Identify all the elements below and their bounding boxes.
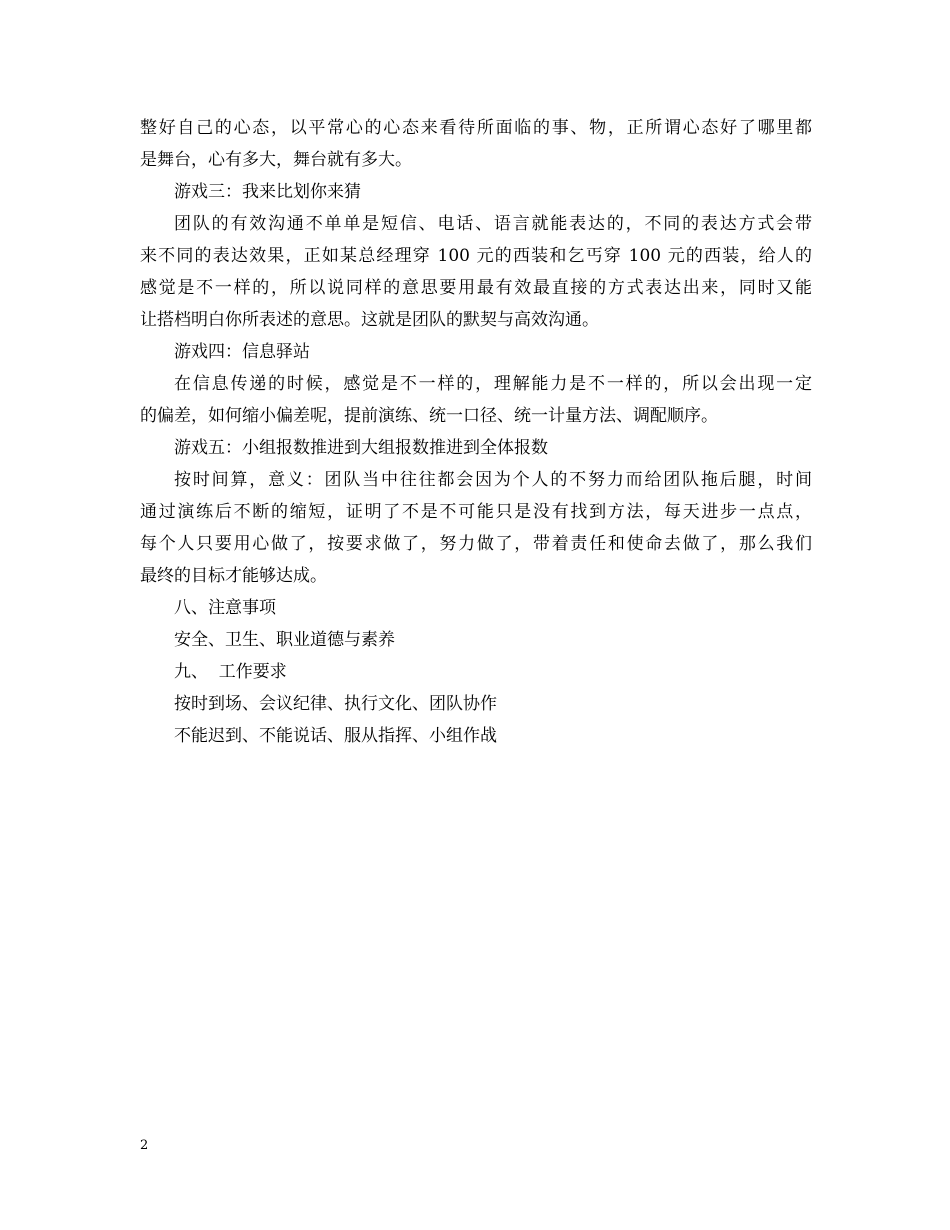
section-heading: 游戏三：我来比划你来猜 <box>174 182 361 202</box>
text-line: 安全、卫生、职业道德与素养 <box>174 630 395 650</box>
text-line: 整好自己的心态，以平常心的心态来看待所面临的事、物，正所谓心态好了哪里都 <box>140 118 812 138</box>
text-line: 来不同的表达效果，正如某总经理穿 100 元的西装和乞丐穿 100 元的西装，给人的 <box>140 246 812 266</box>
text-line: 通过演练后不断的缩短，证明了不是不可能只是没有找到方法，每天进步一点点， <box>140 502 812 522</box>
page-number: 2 <box>140 1138 149 1153</box>
section-heading: 游戏四：信息驿站 <box>174 342 310 362</box>
text-line: 团队的有效沟通不单单是短信、电话、语言就能表达的，不同的表达方式会带 <box>174 214 812 234</box>
text-line: 的偏差，如何缩小偏差呢，提前演练、统一口径、统一计量方法、调配顺序。 <box>140 406 718 426</box>
document-body <box>140 112 812 752</box>
section-heading: 九、 工作要求 <box>174 662 287 682</box>
text-line: 不能迟到、不能说话、服从指挥、小组作战 <box>174 726 497 746</box>
text-line: 让搭档明白你所表述的意思。这就是团队的默契与高效沟通。 <box>140 310 599 330</box>
text-line: 按时到场、会议纪律、执行文化、团队协作 <box>174 694 497 714</box>
text-line: 按时间算，意义：团队当中往往都会因为个人的不努力而给团队拖后腿，时间 <box>174 470 812 490</box>
text-line: 最终的目标才能够达成。 <box>140 566 327 586</box>
section-heading: 游戏五：小组报数推进到大组报数推进到全体报数 <box>174 438 548 458</box>
text-line: 是舞台，心有多大，舞台就有多大。 <box>140 150 412 170</box>
text-line: 在信息传递的时候，感觉是不一样的，理解能力是不一样的，所以会出现一定 <box>174 374 812 394</box>
text-line: 每个人只要用心做了，按要求做了，努力做了，带着责任和使命去做了，那么我们 <box>140 534 812 554</box>
text-line: 感觉是不一样的，所以说同样的意思要用最有效最直接的方式表达出来，同时又能 <box>140 278 812 298</box>
section-heading: 八、注意事项 <box>174 598 276 618</box>
